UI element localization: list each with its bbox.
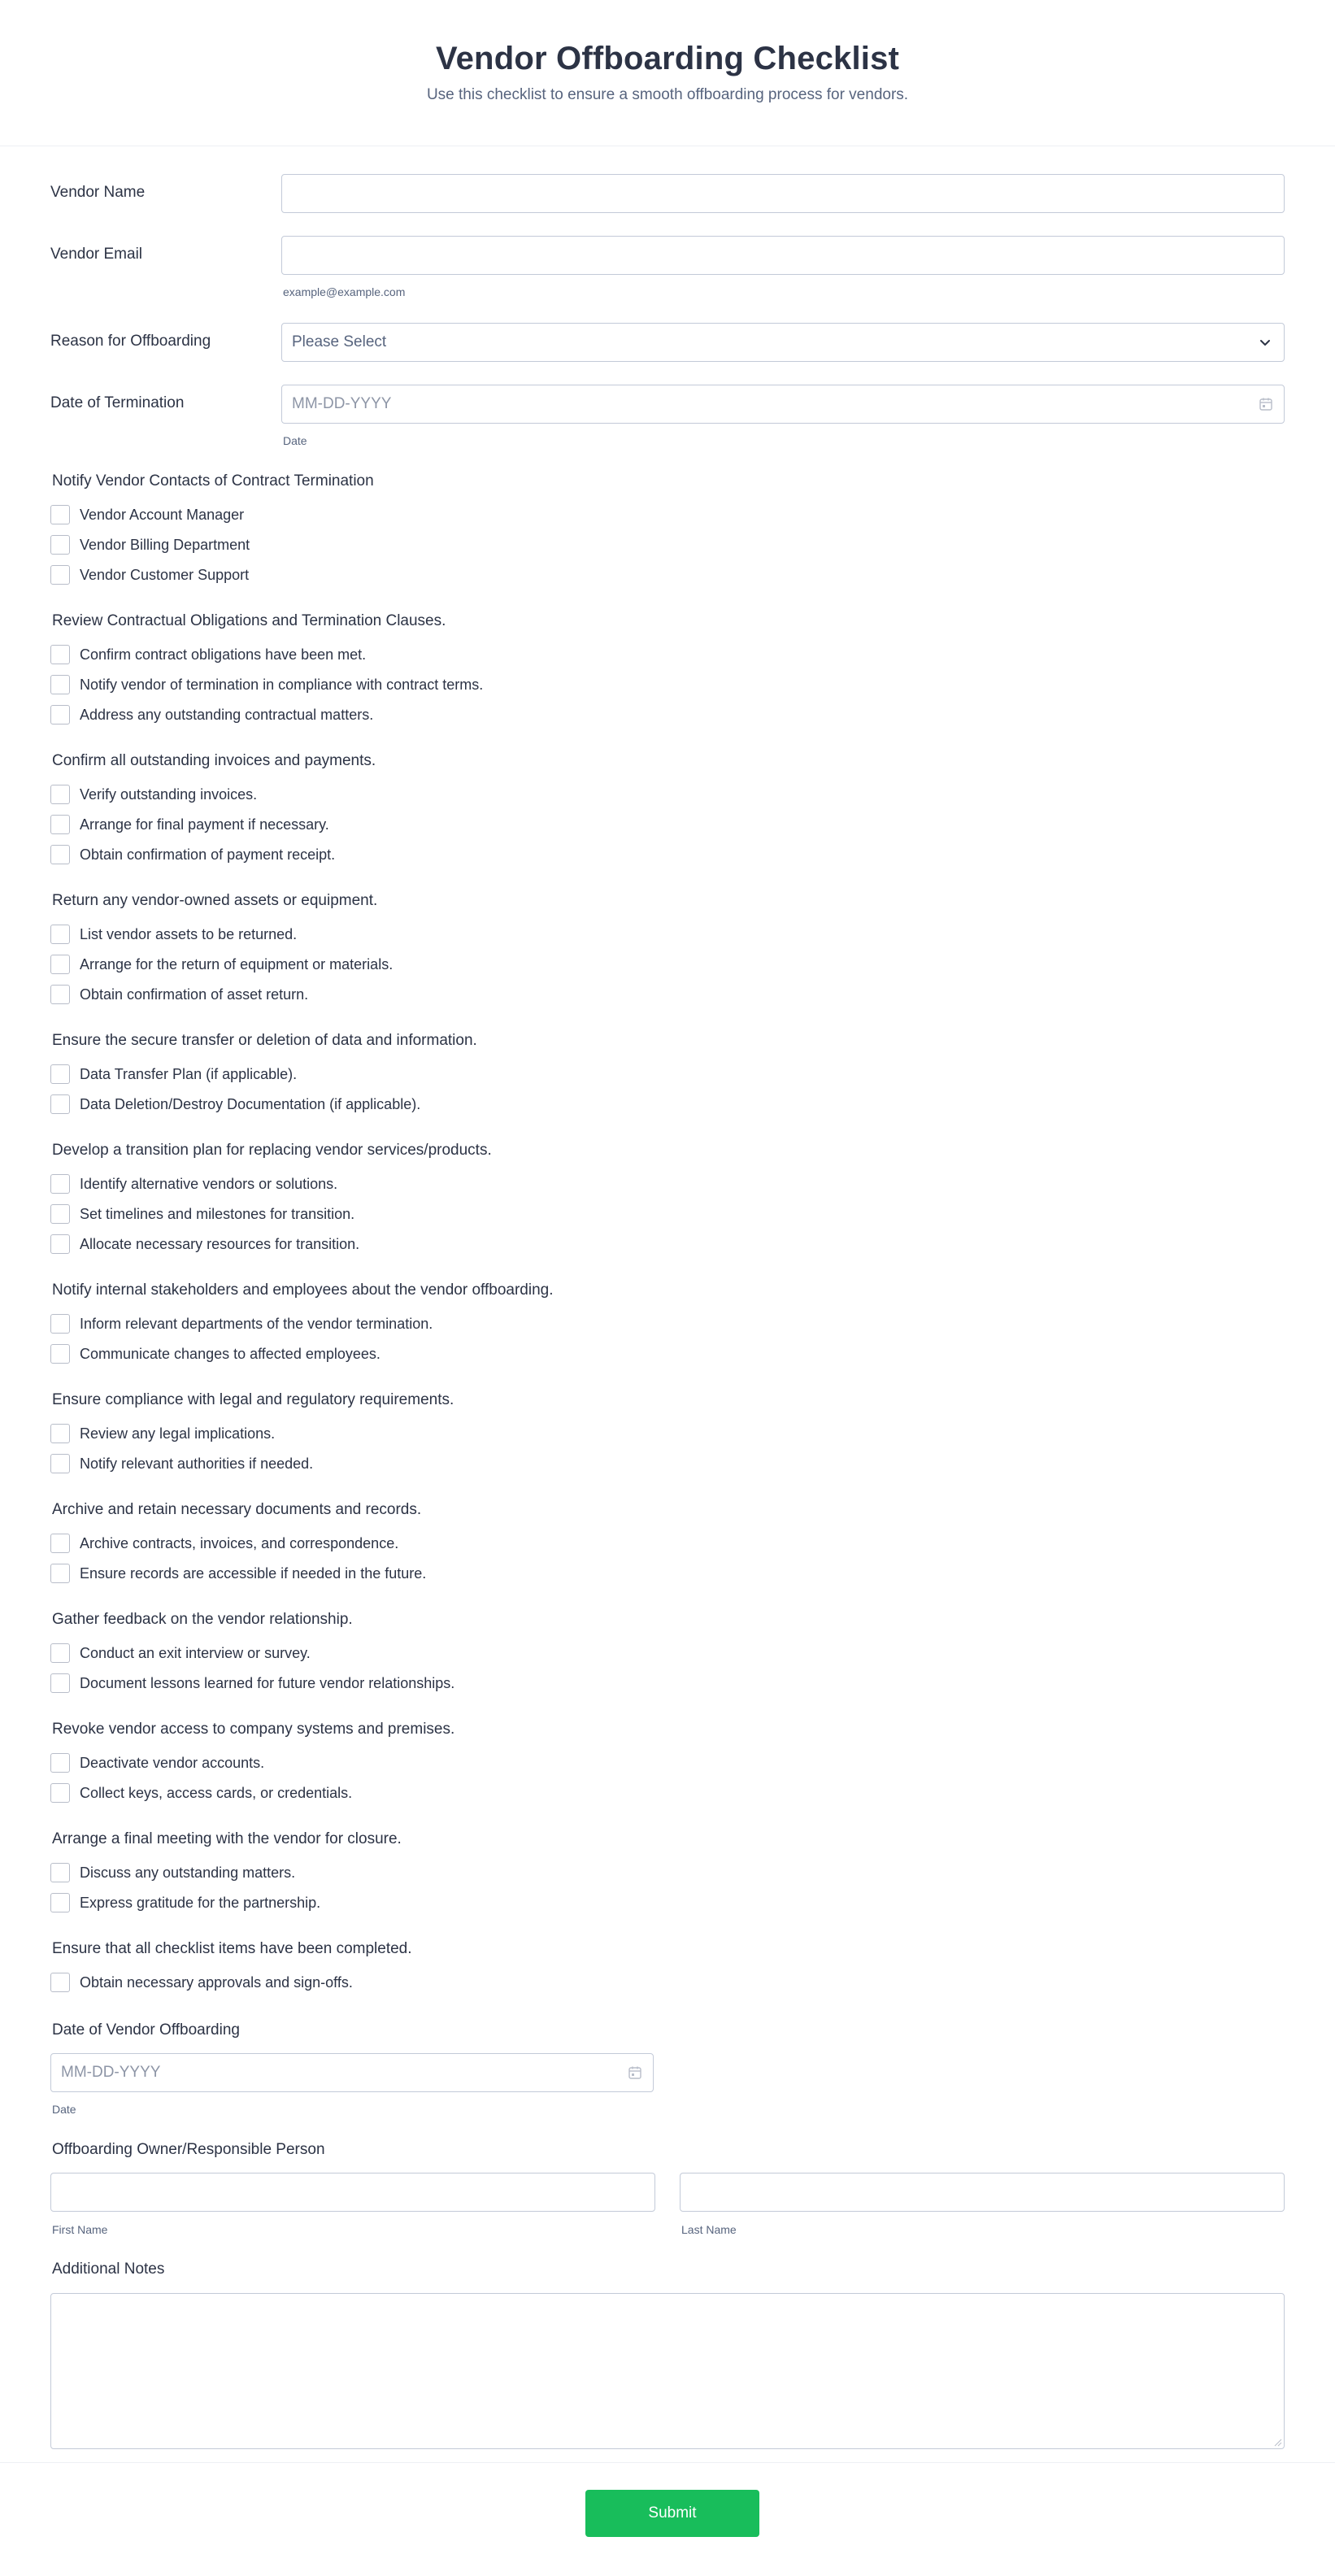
checkbox-label: Obtain necessary approvals and sign-offs. bbox=[80, 1973, 353, 1991]
checkbox[interactable] bbox=[50, 1643, 70, 1663]
checkbox-item[interactable] bbox=[50, 1064, 297, 1085]
form-header bbox=[0, 0, 1335, 146]
checkbox-item[interactable] bbox=[50, 1173, 337, 1194]
checkbox[interactable] bbox=[50, 925, 70, 944]
checkbox-label: Vendor Account Manager bbox=[80, 506, 245, 523]
vendor-email-sublabel: example@example.com bbox=[283, 285, 406, 298]
section-title: Revoke vendor access to company systems and premises. bbox=[52, 1721, 455, 1738]
checkbox[interactable] bbox=[50, 785, 70, 804]
page-title: Vendor Offboarding Checklist bbox=[435, 41, 900, 76]
reason-select[interactable] bbox=[281, 323, 1285, 362]
checkbox-label: Communicate changes to affected employees. bbox=[80, 1345, 380, 1362]
submit-button[interactable]: Submit bbox=[585, 2490, 759, 2537]
notes-label: Additional Notes bbox=[52, 2261, 165, 2278]
reason-label: Reason for Offboarding bbox=[50, 333, 211, 350]
section-title: Gather feedback on the vendor relationship. bbox=[52, 1611, 353, 1628]
checkbox-label: Data Deletion/Destroy Documentation (if applicable). bbox=[80, 1095, 421, 1112]
checkbox-item[interactable] bbox=[50, 1972, 353, 1993]
checkbox-item[interactable] bbox=[50, 564, 249, 585]
checkbox[interactable] bbox=[50, 1424, 70, 1443]
checkbox-item[interactable] bbox=[50, 1094, 420, 1115]
checkbox[interactable] bbox=[50, 1564, 70, 1583]
checkbox-item[interactable] bbox=[50, 1423, 275, 1444]
vendor-name-input[interactable] bbox=[281, 174, 1285, 213]
checkbox-label: Ensure records are accessible if needed in the future. bbox=[80, 1564, 427, 1582]
checkbox-item[interactable] bbox=[50, 1673, 454, 1694]
vendor-name-label: Vendor Name bbox=[50, 184, 146, 201]
checkbox-item[interactable] bbox=[50, 814, 329, 835]
checkbox[interactable] bbox=[50, 1753, 70, 1773]
checkbox[interactable] bbox=[50, 1234, 70, 1254]
section-title: Notify Vendor Contacts of Contract Termination bbox=[52, 472, 374, 490]
checkbox-item[interactable] bbox=[50, 1313, 433, 1334]
section-title: Archive and retain necessary documents and records. bbox=[52, 1501, 422, 1518]
checkbox-label: Collect keys, access cards, or credentials. bbox=[80, 1784, 353, 1801]
checkbox-item[interactable] bbox=[50, 1643, 311, 1664]
checkbox-label: Obtain confirmation of asset return. bbox=[80, 986, 309, 1003]
checkbox-label: Verify outstanding invoices. bbox=[80, 785, 258, 803]
checkbox[interactable] bbox=[50, 985, 70, 1004]
vendor-email-label: Vendor Email bbox=[50, 246, 143, 263]
checkbox-label: Notify relevant authorities if needed. bbox=[80, 1455, 314, 1472]
checkbox[interactable] bbox=[50, 505, 70, 524]
calendar-icon[interactable] bbox=[627, 2065, 643, 2081]
checkbox-item[interactable] bbox=[50, 984, 308, 1005]
offboarding-date-placeholder: MM-DD-YYYY bbox=[61, 2064, 161, 2081]
section-title: Review Contractual Obligations and Termination Clauses. bbox=[52, 612, 446, 629]
checkbox-label: Discuss any outstanding matters. bbox=[80, 1864, 296, 1881]
checkbox-item[interactable] bbox=[50, 1752, 264, 1773]
checkbox-item[interactable] bbox=[50, 534, 250, 555]
section-title: Return any vendor-owned assets or equipment. bbox=[52, 892, 378, 909]
checkbox-label: Vendor Billing Department bbox=[80, 536, 250, 553]
checkbox[interactable] bbox=[50, 1064, 70, 1084]
checkbox[interactable] bbox=[50, 1314, 70, 1334]
checkbox-label: List vendor assets to be returned. bbox=[80, 925, 298, 942]
checkbox-label: Document lessons learned for future vendor relationships. bbox=[80, 1674, 455, 1691]
calendar-icon[interactable] bbox=[1258, 396, 1274, 412]
checkbox-label: Address any outstanding contractual matters. bbox=[80, 706, 374, 723]
checkbox-item[interactable] bbox=[50, 844, 335, 865]
checkbox[interactable] bbox=[50, 815, 70, 834]
checkbox-label: Conduct an exit interview or survey. bbox=[80, 1644, 311, 1661]
termination-date-sublabel: Date bbox=[283, 434, 307, 447]
checkbox-label: Obtain confirmation of payment receipt. bbox=[80, 846, 336, 863]
checkbox-label: Notify vendor of termination in compliance with contract terms. bbox=[80, 676, 484, 693]
checkbox-label: Set timelines and milestones for transition. bbox=[80, 1205, 355, 1222]
offboarding-date-input[interactable] bbox=[50, 2053, 654, 2092]
checkbox[interactable] bbox=[50, 1673, 70, 1693]
checkbox-item[interactable] bbox=[50, 1563, 426, 1584]
checkbox-label: Vendor Customer Support bbox=[80, 566, 250, 583]
reason-selected-value: Please Select bbox=[292, 333, 387, 350]
checkbox-item[interactable] bbox=[50, 1782, 352, 1804]
checkbox[interactable] bbox=[50, 955, 70, 974]
checkbox-item[interactable] bbox=[50, 1453, 313, 1474]
chevron-down-icon bbox=[1258, 335, 1272, 350]
checkbox-label: Express gratitude for the partnership. bbox=[80, 1894, 321, 1911]
checkbox-item[interactable] bbox=[50, 1892, 320, 1913]
section-title: Ensure that all checklist items have been completed. bbox=[52, 1940, 412, 1957]
checkbox-item[interactable] bbox=[50, 1343, 380, 1364]
termination-date-label: Date of Termination bbox=[50, 394, 185, 411]
checkbox-label: Allocate necessary resources for transition. bbox=[80, 1235, 360, 1252]
checkbox[interactable] bbox=[50, 645, 70, 664]
checkbox[interactable] bbox=[50, 565, 70, 585]
checkbox[interactable] bbox=[50, 1783, 70, 1803]
owner-first-name-input[interactable] bbox=[50, 2173, 655, 2212]
additional-notes-textarea[interactable] bbox=[50, 2293, 1285, 2449]
checkbox-label: Confirm contract obligations have been met. bbox=[80, 646, 367, 663]
owner-label: Offboarding Owner/Responsible Person bbox=[52, 2141, 325, 2158]
owner-last-name-input[interactable] bbox=[680, 2173, 1285, 2212]
checkbox-label: Archive contracts, invoices, and correspondence. bbox=[80, 1534, 399, 1551]
checkbox[interactable] bbox=[50, 535, 70, 555]
checkbox[interactable] bbox=[50, 675, 70, 694]
section-title: Notify internal stakeholders and employees about the vendor offboarding. bbox=[52, 1281, 554, 1299]
section-title: Develop a transition plan for replacing vendor services/products. bbox=[52, 1142, 492, 1159]
checkbox[interactable] bbox=[50, 845, 70, 864]
checkbox-item[interactable] bbox=[50, 674, 483, 695]
checkbox[interactable] bbox=[50, 1344, 70, 1364]
checkbox-item[interactable] bbox=[50, 1533, 398, 1554]
checkbox[interactable] bbox=[50, 1204, 70, 1224]
checkbox-item[interactable] bbox=[50, 1234, 359, 1255]
first-name-sublabel: First Name bbox=[52, 2223, 108, 2236]
checkbox[interactable] bbox=[50, 1094, 70, 1114]
checkbox-label: Arrange for final payment if necessary. bbox=[80, 816, 329, 833]
resize-handle-icon[interactable] bbox=[1272, 2437, 1282, 2447]
checkbox[interactable] bbox=[50, 705, 70, 724]
checkbox-label: Identify alternative vendors or solutions. bbox=[80, 1175, 338, 1192]
checkbox-item[interactable] bbox=[50, 504, 244, 525]
checkbox[interactable] bbox=[50, 1454, 70, 1473]
checkbox[interactable] bbox=[50, 1863, 70, 1882]
vendor-email-input[interactable] bbox=[281, 236, 1285, 275]
termination-date-input[interactable] bbox=[281, 385, 1285, 424]
checkbox-item[interactable] bbox=[50, 924, 297, 945]
offboarding-date-label: Date of Vendor Offboarding bbox=[52, 2021, 240, 2039]
checkbox[interactable] bbox=[50, 1893, 70, 1912]
section-title: Confirm all outstanding invoices and payments. bbox=[52, 752, 376, 769]
checkbox-label: Inform relevant departments of the vendor termination. bbox=[80, 1315, 433, 1332]
checkbox-label: Deactivate vendor accounts. bbox=[80, 1754, 265, 1771]
termination-date-placeholder: MM-DD-YYYY bbox=[292, 395, 392, 412]
checkbox-item[interactable] bbox=[50, 1203, 354, 1225]
checkbox[interactable] bbox=[50, 1973, 70, 1992]
checkbox-label: Review any legal implications. bbox=[80, 1425, 276, 1442]
checkbox-item[interactable] bbox=[50, 644, 366, 665]
last-name-sublabel: Last Name bbox=[681, 2223, 737, 2236]
page-subtitle: Use this checklist to ensure a smooth offboarding process for vendors. bbox=[426, 86, 909, 103]
checkbox-item[interactable] bbox=[50, 704, 373, 725]
checkbox-label: Data Transfer Plan (if applicable). bbox=[80, 1065, 298, 1082]
checkbox-item[interactable] bbox=[50, 954, 393, 975]
checkbox-item[interactable] bbox=[50, 784, 257, 805]
section-title: Arrange a final meeting with the vendor for closure. bbox=[52, 1830, 402, 1847]
section-title: Ensure compliance with legal and regulatory requirements. bbox=[52, 1391, 454, 1408]
checkbox-label: Arrange for the return of equipment or materials. bbox=[80, 955, 394, 973]
section-title: Ensure the secure transfer or deletion of data and information. bbox=[52, 1032, 477, 1049]
checkbox[interactable] bbox=[50, 1534, 70, 1553]
offboarding-date-sublabel: Date bbox=[52, 2103, 76, 2116]
checkbox[interactable] bbox=[50, 1174, 70, 1194]
checkbox-item[interactable] bbox=[50, 1862, 295, 1883]
